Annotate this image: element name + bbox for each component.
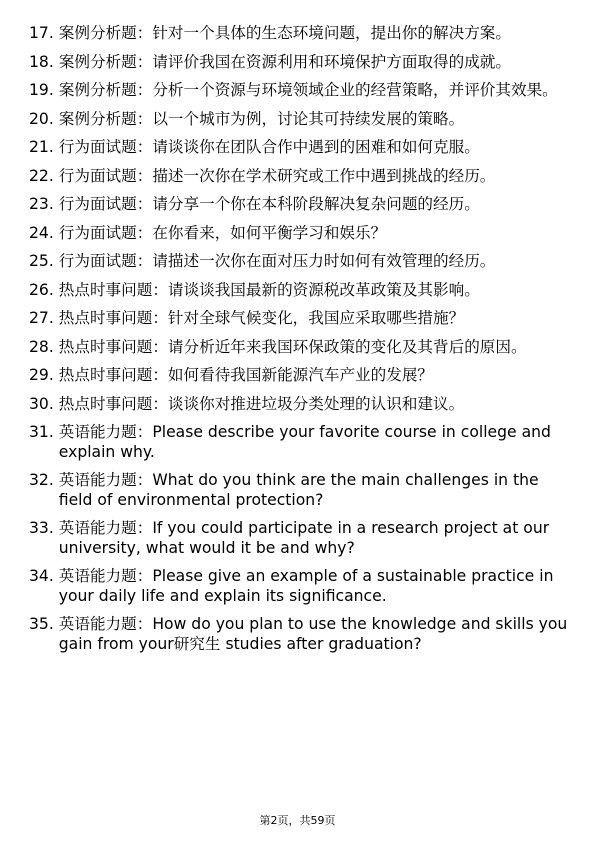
question-number: 33.: [29, 519, 59, 537]
list-item: [29, 81, 569, 101]
question-text: 英语能力题：What do you think are the main challenges in the field of environmental protection?: [58, 471, 539, 509]
question-number: 32.: [29, 471, 59, 489]
question-number: 17.: [29, 24, 59, 42]
list-item: [29, 110, 569, 130]
question-number: 21.: [29, 138, 59, 156]
list-item: [29, 167, 569, 187]
page-footer: [0, 814, 595, 828]
list-item: [29, 519, 569, 558]
question-text: 行为面试题：请描述一次你在面对压力时如何有效管理的经历。: [58, 252, 496, 270]
question-number: 22.: [29, 166, 59, 185]
question-number: 18.: [29, 52, 59, 71]
question-text: 英语能力题：How do you plan to use the knowledge and skills you gain from your研究生 studies after graduation?: [58, 615, 568, 653]
question-number: 35.: [29, 615, 59, 633]
question-number: 30.: [29, 394, 59, 413]
list-item: [29, 471, 569, 510]
question-text: 热点时事问题：请分析近年来我国环保政策的变化及其背后的原因。: [58, 337, 527, 356]
question-text: 行为面试题：请谈谈你在团队合作中遇到的困难和如何克服。: [58, 138, 480, 156]
list-item: [29, 224, 569, 244]
question-text: 热点时事问题：如何看待我国新能源汽车产业的发展？: [58, 366, 434, 384]
question-text: 行为面试题：在你看来，如何平衡学习和娱乐？: [58, 223, 387, 242]
question-text: 案例分析题：以一个城市为例，讨论其可持续发展的策略。: [58, 109, 465, 128]
question-number: 19.: [29, 81, 59, 99]
page-number-label: 第2页，共59页: [259, 814, 336, 827]
question-text: 热点时事问题：谈谈你对推进垃圾分类处理的认识和建议。: [58, 394, 465, 413]
list-item: [29, 53, 569, 73]
list-item: [29, 252, 569, 272]
list-item: [29, 423, 569, 462]
question-text: 案例分析题：针对一个具体的生态环境问题，提出你的解决方案。: [58, 24, 511, 42]
question-number: 20.: [29, 109, 59, 128]
question-text: 案例分析题：请评价我国在资源利用和环境保护方面取得的成就。: [58, 52, 511, 71]
question-list: [29, 24, 569, 663]
question-text: 英语能力题：Please describe your favorite course in college and explain why.: [58, 423, 551, 461]
list-item: [29, 567, 569, 606]
list-item: [29, 195, 569, 215]
question-text: 行为面试题：请分享一个你在本科阶段解决复杂问题的经历。: [58, 195, 480, 213]
question-text: 热点时事问题：针对全球气候变化，我国应采取哪些措施？: [58, 309, 465, 327]
list-item: [29, 338, 569, 358]
question-number: 25.: [29, 252, 59, 270]
question-text: 案例分析题：分析一个资源与环境领域企业的经营策略，并评价其效果。: [58, 81, 558, 99]
question-number: 28.: [29, 337, 59, 356]
question-number: 29.: [29, 366, 59, 384]
list-item: [29, 366, 569, 386]
question-number: 26.: [29, 280, 59, 299]
question-text: 英语能力题：Please give an example of a sustainable practice in your daily life and explain its significance.: [58, 567, 554, 605]
question-number: 34.: [29, 567, 59, 585]
question-text: 英语能力题：If you could participate in a research project at our university, what would it be and why?: [58, 519, 550, 557]
list-item: [29, 24, 569, 44]
list-item: [29, 309, 569, 329]
list-item: [29, 138, 569, 158]
question-text: 热点时事问题：请谈谈我国最新的资源税改革政策及其影响。: [58, 280, 480, 299]
list-item: [29, 281, 569, 301]
list-item: [29, 395, 569, 415]
list-item: [29, 615, 569, 654]
question-number: 27.: [29, 309, 59, 327]
question-number: 23.: [29, 195, 59, 213]
question-text: 行为面试题：描述一次你在学术研究或工作中遇到挑战的经历。: [58, 166, 496, 185]
question-number: 24.: [29, 223, 59, 242]
question-number: 31.: [29, 423, 59, 441]
